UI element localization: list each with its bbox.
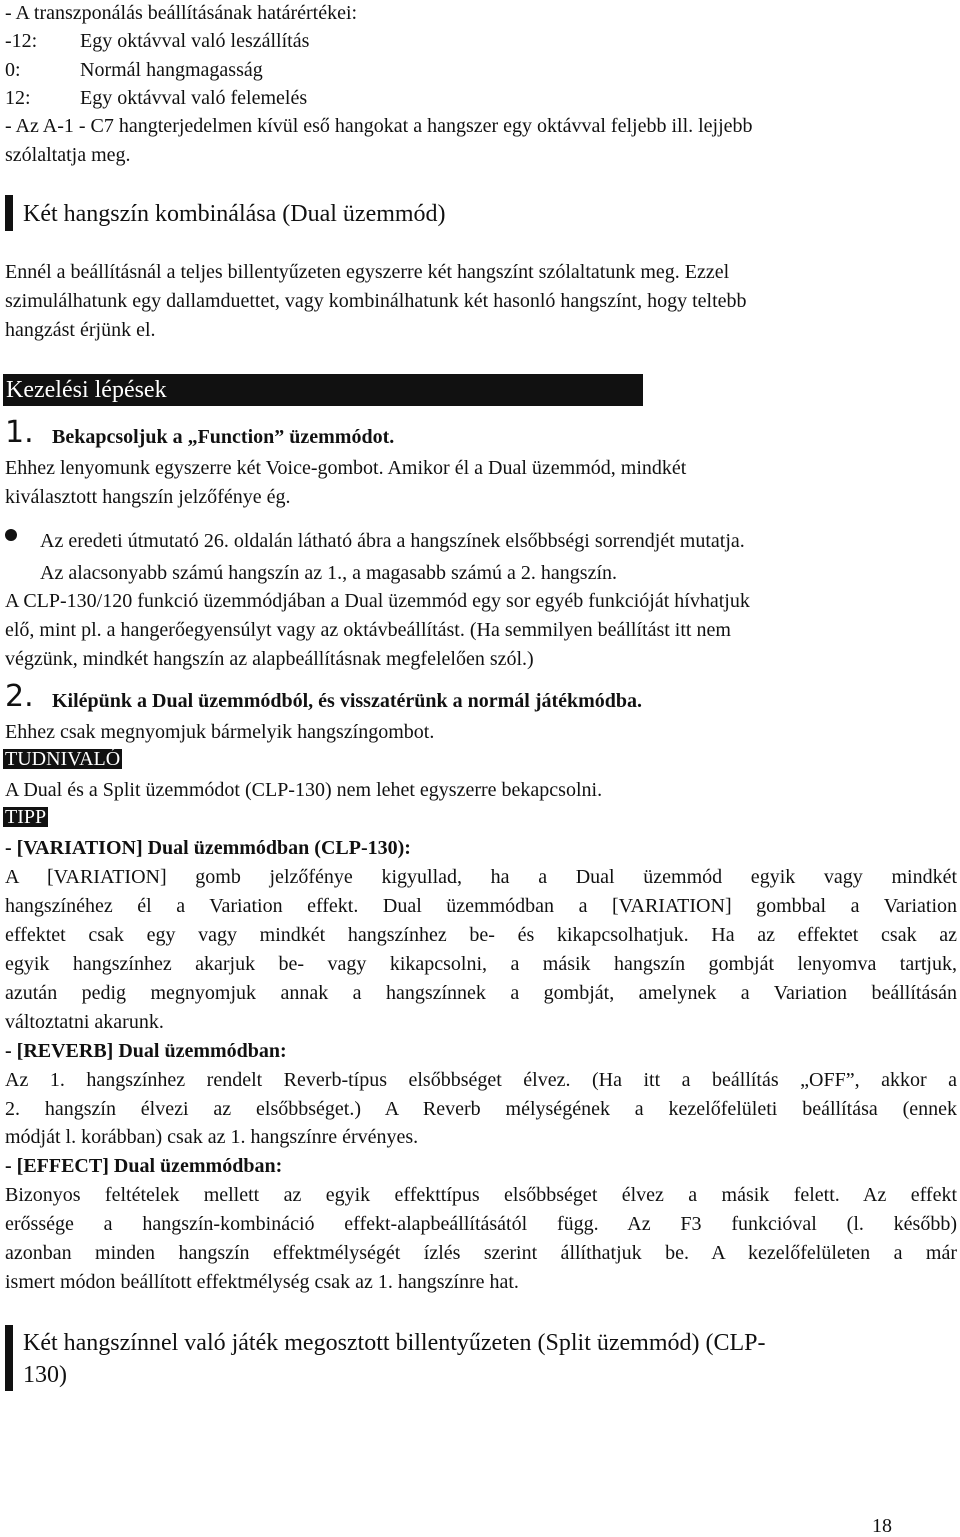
effect-text: azonban minden hangszín effektmélységét ízlés szerint állíthatjuk be. A kezelőfelületen a már	[5, 1242, 957, 1264]
effect-heading: - [EFFECT] Dual üzemmódban:	[5, 1155, 283, 1177]
transpose-key: 12:	[5, 87, 31, 109]
step-text: végzünk, mindkét hangszín az alapbeállításnak megfelelően szól.)	[5, 648, 534, 670]
step-text: elő, mint pl. a hangerőegyensúlyt vagy az oktávbeállítást. (Ha semmilyen beállítást itt nem	[5, 619, 731, 641]
reverb-text: Az 1. hangszínhez rendelt Reverb-típus elsőbbséget élvez. (Ha itt a beállítás „OFF”, akkor a	[5, 1069, 957, 1091]
variation-text: változtatni akarunk.	[5, 1011, 164, 1033]
step-number: 2.	[5, 679, 34, 714]
step-title: Kilépünk a Dual üzemmódból, és visszatérünk a normál játékmódba.	[52, 690, 643, 712]
split-heading: 130)	[23, 1362, 67, 1388]
transpose-value: Egy oktávval való leszállítás	[80, 30, 310, 52]
dual-intro: Ennél a beállításnál a teljes billentyűzeten egyszerre két hangszínt szólaltatunk meg. Ezzel	[5, 261, 730, 283]
step-text: A CLP-130/120 funkció üzemmódjában a Dual üzemmód egy sor egyéb funkcióját hívhatjuk	[5, 590, 750, 612]
note-text: A Dual és a Split üzemmódot (CLP-130) nem lehet egyszerre bekapcsolni.	[5, 779, 603, 801]
split-heading: Két hangszínnel való játék megosztott billentyűzeten (Split üzemmód) (CLP-	[23, 1330, 766, 1356]
variation-text: effektet csak egy vagy mindkét hangszínhez be- és kikapcsolhatjuk. Ha az effektet csak az	[5, 924, 957, 946]
heading-bar	[5, 1325, 13, 1391]
dual-intro: szimulálhatunk egy dallamduettet, vagy kombinálhatunk két hasonló hangszínt, hogy teltebb	[5, 290, 747, 312]
effect-text: ismert módon beállított effektmélység csak az 1. hangszínre hat.	[5, 1271, 519, 1293]
bullet-icon	[5, 529, 17, 541]
transpose-key: -12:	[5, 30, 38, 52]
step-text: kiválasztott hangszín jelzőfénye ég.	[5, 486, 291, 508]
step-title: Bekapcsoljuk a „Function” üzemmódot.	[52, 426, 395, 448]
step-number: 1.	[5, 415, 34, 450]
tip-label: TIPP	[5, 806, 47, 828]
transpose-key: 0:	[5, 59, 21, 81]
page-number: 18	[872, 1515, 892, 1537]
variation-text: hangszínéhez él a Variation effekt. Dual üzemmódban a [VARIATION] gombbal a Variation	[5, 895, 957, 917]
dual-intro: hangzást érjünk el.	[5, 319, 156, 341]
range-note: szólaltatja meg.	[5, 144, 131, 166]
variation-text: egyik hangszínhez akarjuk be- vagy kikapcsolni, a másik hangszín gombját lenyomva tartjuk,	[5, 953, 957, 975]
variation-text: A [VARIATION] gomb jelzőfénye kigyullad, ha a Dual üzemmód egyik vagy mindkét	[5, 866, 957, 888]
variation-heading: - [VARIATION] Dual üzemmódban (CLP-130):	[5, 837, 411, 859]
transpose-value: Egy oktávval való felemelés	[80, 87, 308, 109]
transpose-value: Normál hangmagasság	[80, 59, 263, 81]
step-text: Ehhez csak megnyomjuk bármelyik hangszíngombot.	[5, 721, 435, 743]
steps-heading-bar	[3, 374, 643, 406]
reverb-text: módját l. korábban) csak az 1. hangszínre érvényes.	[5, 1126, 419, 1148]
note-label: TUDNIVALÓ	[5, 748, 121, 770]
reverb-text: 2. hangszín élvezi az elsőbbséget.) A Reverb mélységének a kezelőfelületi beállítása (ennek	[5, 1098, 957, 1120]
steps-heading: Kezelési lépések	[6, 377, 167, 403]
step-text: Ehhez lenyomunk egyszerre két Voice-gombot. Amikor él a Dual üzemmód, mindkét	[5, 457, 687, 479]
variation-text: azután pedig megnyomjuk annak a hangszínnek a gombját, amelynek a Variation beállításán	[5, 982, 957, 1004]
effect-text: erőssége a hangszín-kombináció effekt-alapbeállításától függ. Az F3 funkcióval (l. később)	[5, 1213, 957, 1235]
bullet-text: Az alacsonyabb számú hangszín az 1., a magasabb számú a 2. hangszín.	[40, 562, 618, 584]
dual-heading: Két hangszín kombinálása (Dual üzemmód)	[23, 201, 446, 227]
range-note: - Az A-1 - C7 hangterjedelmen kívül eső hangokat a hangszer egy oktávval feljebb ill. lejjebb	[5, 115, 753, 137]
reverb-heading: - [REVERB] Dual üzemmódban:	[5, 1040, 287, 1062]
effect-text: Bizonyos feltételek mellett az egyik effekttípus elsőbbséget élvez a másik felett. Az effekt	[5, 1184, 957, 1206]
bullet-text: Az eredeti útmutató 26. oldalán látható ábra a hangszínek elsőbbségi sorrendjét mutatja.	[40, 530, 745, 552]
heading-bar	[5, 195, 13, 231]
transpose-intro: - A transzponálás beállításának határértékei:	[5, 2, 358, 24]
